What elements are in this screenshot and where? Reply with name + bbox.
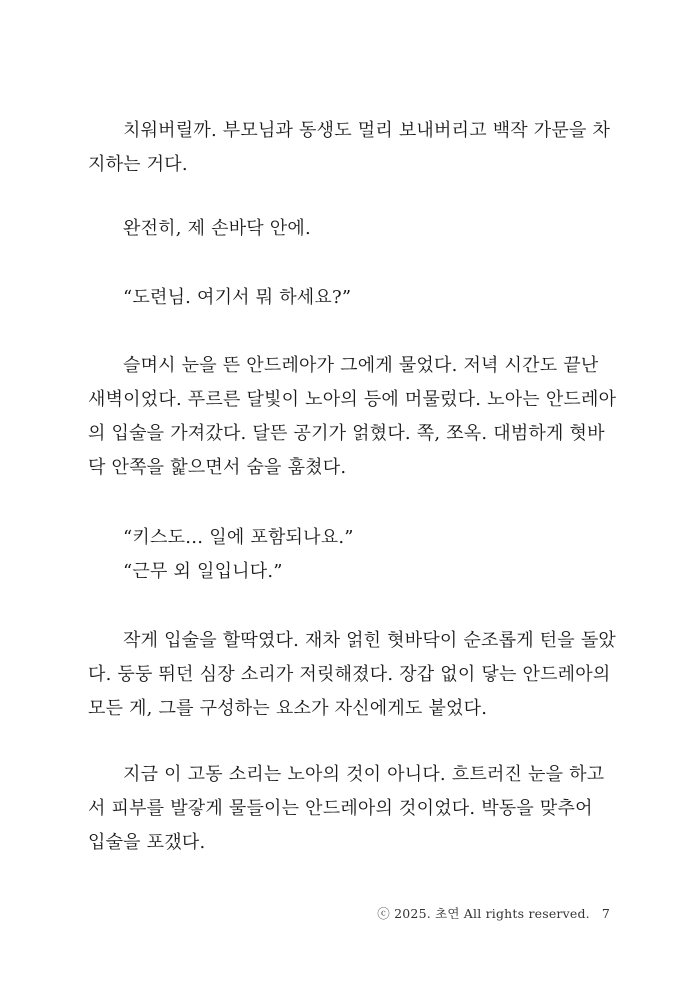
paragraph-3: [88, 281, 614, 315]
text-line: 지금 이 고동 소리는 노아의 것이 아니다. 흐트러진 눈을 하고: [123, 764, 605, 785]
text-line: 작게 입술을 할딱였다. 재차 얽힌 혓바닥이 순조롭게 턴을 돌았: [123, 630, 616, 651]
page-number: 7: [601, 906, 610, 921]
text-line: 닥 안쪽을 핥으면서 숨을 훔쳤다.: [88, 457, 347, 478]
text-line: 지하는 거다.: [88, 154, 188, 175]
document-page: [88, 0, 617, 992]
copyright-notice: ⓒ 2025. 초연 All rights reserved.: [377, 906, 590, 921]
text-line: 새벽이었다. 푸르른 달빛이 노아의 등에 머물렀다. 노아는 안드레아: [88, 389, 617, 410]
paragraph-7: [88, 758, 614, 860]
text-line: 슬며시 눈을 뜬 안드레아가 그에게 물었다. 저녁 시간도 끝난: [123, 355, 599, 376]
dialogue-line: “키스도… 일에 포함되나요.”: [123, 527, 354, 548]
paragraph-4: [88, 349, 617, 485]
paragraph-1: [88, 114, 614, 182]
text-line: “도련님. 여기서 뭐 하세요?”: [123, 287, 352, 308]
text-line: 완전히, 제 손바닥 안에.: [123, 218, 311, 239]
text-line: 모든 게, 그를 구성하는 요소가 자신에게도 붙었다.: [88, 698, 488, 719]
dialogue-line: “근무 외 일입니다.”: [123, 561, 283, 582]
page-footer: [377, 904, 610, 922]
text-line: 치워버릴까. 부모님과 동생도 멀리 보내버리고 백작 가문을 차: [123, 120, 611, 141]
text-line: 다. 둥둥 뛰던 심장 소리가 저릿해졌다. 장갑 없이 닿는 안드레아의: [88, 664, 611, 685]
paragraph-2: [88, 212, 614, 246]
paragraph-6: [88, 624, 614, 726]
text-line: 의 입술을 가져갔다. 달뜬 공기가 얽혔다. 쪽, 쪼옥. 대범하게 혓바: [88, 423, 605, 444]
paragraph-5: [88, 521, 614, 589]
text-line: 입술을 포갰다.: [88, 832, 206, 853]
text-line: 서 피부를 발갛게 물들이는 안드레아의 것이었다. 박동을 맞추어: [88, 798, 593, 819]
